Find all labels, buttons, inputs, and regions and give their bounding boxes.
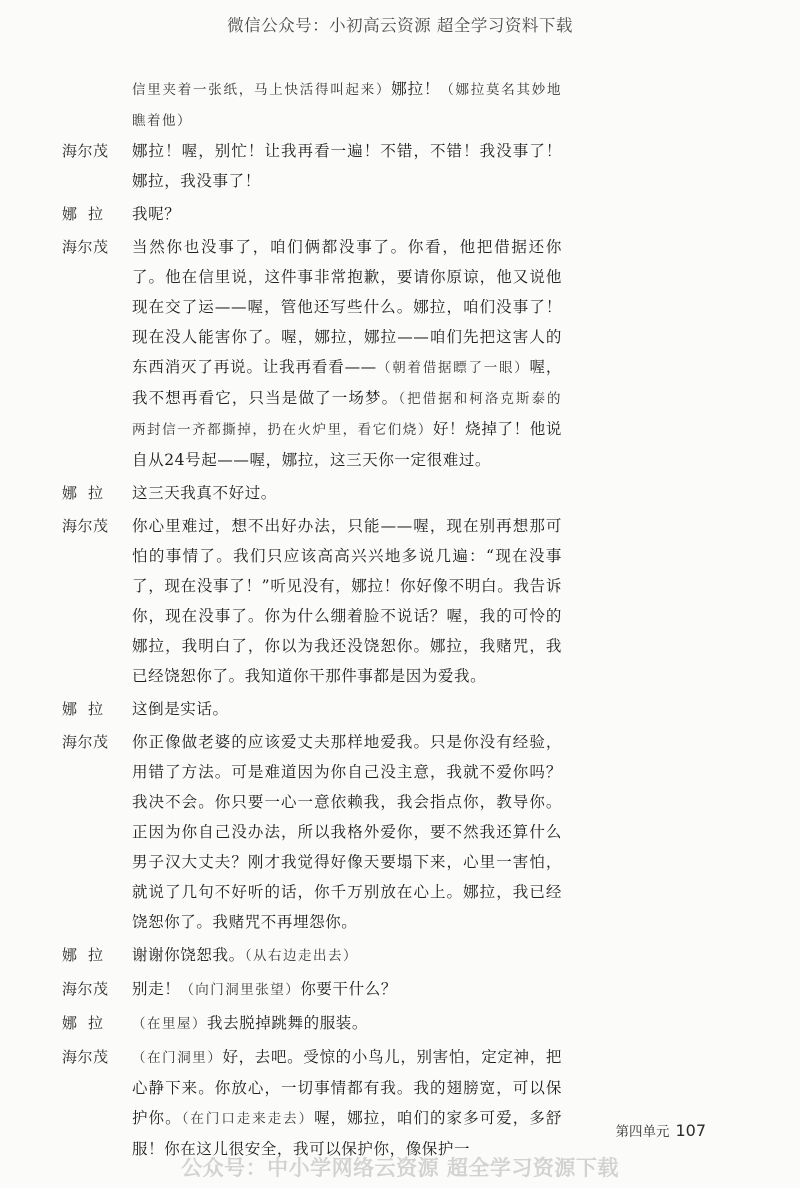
speech-text: 娜拉！ (391, 80, 441, 98)
dialogue-row (62, 511, 562, 691)
speech-text: 我呢？ (132, 205, 181, 223)
speech-text: 好！烧掉了！他说自从24号起——喔，娜拉，这三天你一定很难过。 (132, 420, 562, 469)
dialogue-row (62, 136, 562, 196)
speech-text: 这三天我真不好过。 (132, 484, 277, 502)
speech-text: 好，去吧。受惊的小鸟儿，别害怕，定定神，把心静下来。你放心，一切事情都有我。我的翅膀宽，可以保护你。 (132, 1048, 562, 1127)
speech-text: 你要干什么？ (300, 980, 397, 998)
speech-text: 你正像做老婆的应该爱丈夫那样地爱我。只是你没有经验，用错了方法。可是难道因为你自己没主意，我就不爱你吗？我决不会。你只要一心一意依赖我，我会指点你，教导你。正因为你自己没办法，所以我格外爱你，要不然我还算什么男子汉大丈夫？刚才我觉得好像天要塌下来，心里一害怕，就说了几句不好听的话，你千万别放在心上。娜拉，我已经饶恕你了。我赌咒不再埋怨你。 (132, 733, 562, 931)
dialogue-row (62, 478, 562, 508)
stage-direction: （朝着借据瞟了一眼） (376, 360, 530, 376)
speech-paragraph (132, 940, 562, 971)
stage-direction: 信里夹着一张纸，马上快活得叫起来） (132, 82, 392, 98)
speech-paragraph (132, 1008, 562, 1039)
speech-text: 娜拉！喔，别忙！让我再看一遍！不错，不错！我没事了！娜拉，我没事了！ (132, 142, 562, 190)
speaker-name: 娜 拉 (62, 946, 104, 964)
speech-paragraph (132, 136, 562, 196)
page-number: 107 (675, 1121, 706, 1140)
footer-watermark-text: 公众号：中小学网络云资源 超全学习资源下载 (181, 1156, 619, 1180)
dialogue-row (62, 940, 562, 971)
stage-direction: （娜拉莫名其妙地瞧着他） (132, 82, 562, 129)
speech-text: 你心里难过，想不出好办法，只能——喔，现在别再想那可怕的事情了。我们只应该高高兴兴地多说几遍：“现在没事了，现在没事了！”听见没有，娜拉！你好像不明白。我告诉你，现在没事了。你为什么绷着脸不说话？喔，我的可怜的娜拉，我明白了，你以为我还没饶恕你。娜拉，我赌咒，我已经饶恕你了。我知道你干那件事都是因为爱我。 (132, 517, 562, 685)
speaker-name: 娜 拉 (62, 1014, 104, 1032)
dialogue-row (62, 974, 562, 1005)
speech-paragraph (132, 199, 562, 229)
speech-text: 这倒是实话。 (132, 700, 229, 718)
speaker-name: 海尔茂 (62, 238, 109, 256)
stage-direction: （在门洞里） (132, 1050, 223, 1066)
speech-text: 别走！ (132, 980, 181, 998)
unit-label: 第四单元 (615, 1124, 670, 1140)
dialogue-row (62, 727, 562, 937)
speech-paragraph (132, 974, 562, 1005)
speaker-name: 海尔茂 (62, 142, 109, 160)
speech-text: 当然你也没事了，咱们俩都没事了。你看，他把借据还你了。他在信里说，这件事非常抱歉，要请你原谅，他又说他现在交了运——喔，管他还写些什么。娜拉，咱们没事了！现在没人能害你了。喔，娜拉，娜拉——咱们先把这害人的东西消灭了再说。让我再看看—— (132, 238, 562, 376)
dialogue-row (62, 199, 562, 229)
speech-paragraph (132, 694, 562, 724)
speech-paragraph (132, 1042, 562, 1164)
dialogue-row (62, 694, 562, 724)
speaker-name: 娜 拉 (62, 700, 104, 718)
speaker-name: 娜 拉 (62, 484, 104, 502)
speech-text: 谢谢你饶恕我。 (132, 946, 245, 964)
dialogue-row (62, 1042, 562, 1164)
header-watermark-text: 微信公众号：小初高云资源 超全学习资料下载 (227, 16, 573, 35)
speaker-name: 海尔茂 (62, 1048, 109, 1066)
stage-direction: （在里屋） (132, 1016, 207, 1032)
speaker-name: 海尔茂 (62, 980, 109, 998)
page-footer (615, 1120, 706, 1140)
speech-text: 我去脱掉跳舞的服装。 (207, 1014, 369, 1032)
continuation-paragraph (132, 74, 562, 136)
speech-paragraph (132, 727, 562, 937)
speaker-name: 娜 拉 (62, 205, 104, 223)
stage-direction: （在门口走来走去） (181, 1111, 315, 1127)
stage-direction: （把借据和柯洛克斯泰的两封信一齐都撕掉，扔在火炉里，看它们烧） (132, 391, 563, 438)
stage-direction: （向门洞里张望） (180, 982, 301, 998)
speech-paragraph (132, 232, 562, 475)
speech-text: 喔，娜拉，咱们的家多可爱，多舒服！你在这儿很安全，我可以保护你，像保护一 (132, 1109, 562, 1158)
dialogue-list (62, 136, 562, 1164)
dialogue-row (62, 232, 562, 475)
speech-paragraph (132, 478, 562, 508)
speaker-name: 海尔茂 (62, 733, 109, 751)
dialogue-row (62, 1008, 562, 1039)
play-text (62, 74, 562, 1167)
speech-text: 喔，我不想再看它，只当是做了一场梦。 (132, 358, 562, 407)
speech-paragraph (132, 511, 562, 691)
stage-direction: （从右边走出去） (244, 948, 358, 964)
speaker-name: 海尔茂 (62, 517, 109, 535)
